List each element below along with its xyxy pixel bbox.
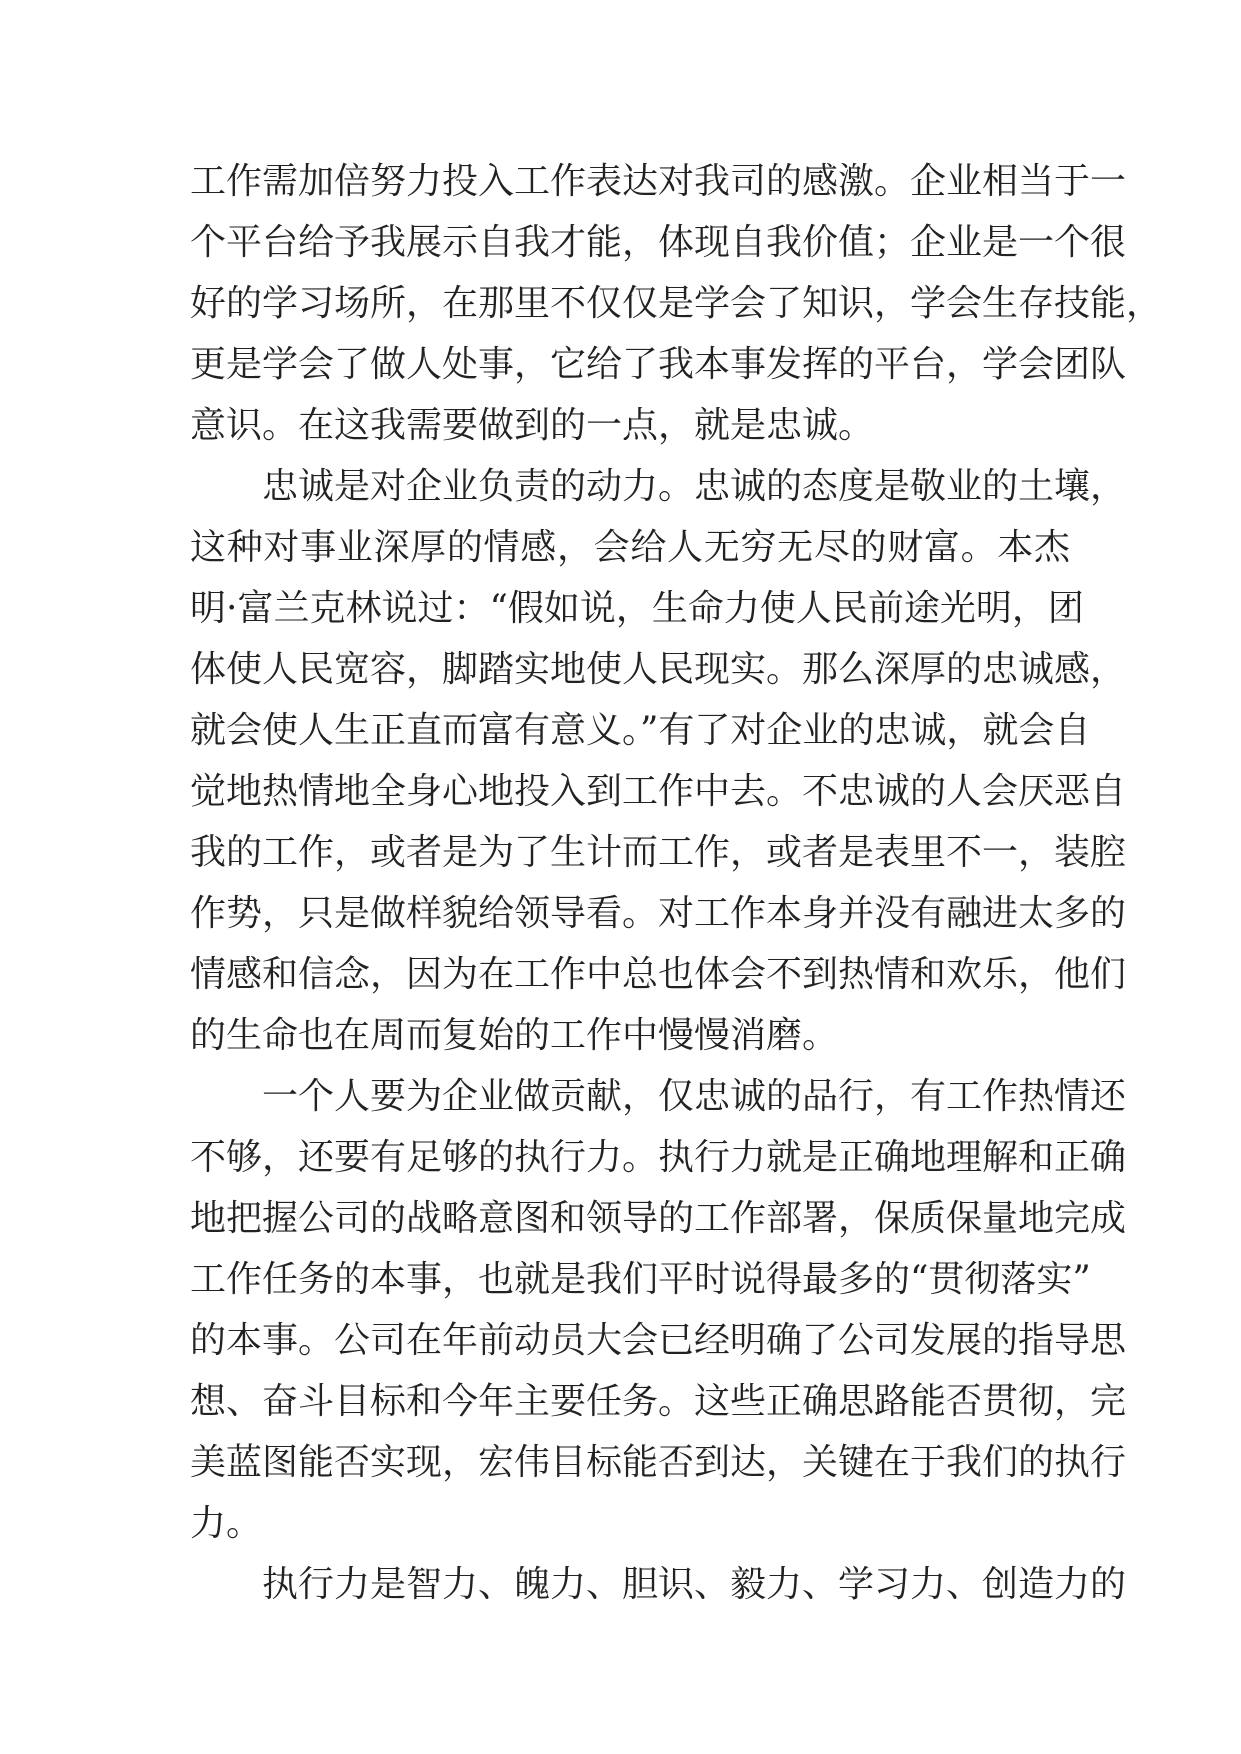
text-line: 忠诚是对企业负责的动力。忠诚的态度是敬业的土壤， [262, 466, 1127, 507]
text-line: 更是学会了做人处事，它给了我本事发挥的平台，学会团队 [190, 344, 1127, 385]
text-line: 不够，还要有足够的执行力。执行力就是正确地理解和正确 [190, 1137, 1127, 1178]
text-line: 的生命也在周而复始的工作中慢慢消磨。 [190, 1015, 839, 1056]
text-line: 力。 [190, 1503, 263, 1544]
text-line: 执行力是智力、魄力、胆识、毅力、学习力、创造力的 [262, 1564, 1127, 1605]
paragraph [190, 1554, 1127, 1615]
text-line: 一个人要为企业做贡献，仅忠诚的品行，有工作热情还 [262, 1076, 1127, 1117]
text-line: 我的工作，或者是为了生计而工作，或者是表里不一，装腔 [190, 832, 1127, 873]
text-line: 明·富兰克林说过：“假如说，生命力使人民前途光明，团 [190, 588, 1084, 629]
document-body [190, 151, 1163, 1615]
text-line: 这种对事业深厚的情感，会给人无穷无尽的财富。本杰 [190, 527, 1070, 568]
text-line: 情感和信念，因为在工作中总也体会不到热情和欢乐，他们 [190, 954, 1127, 995]
text-line: 体使人民宽容，脚踏实地使人民现实。那么深厚的忠诚感， [190, 649, 1127, 690]
text-line: 想、奋斗目标和今年主要任务。这些正确思路能否贯彻，完 [190, 1381, 1127, 1422]
text-line: 美蓝图能否实现，宏伟目标能否到达，关键在于我们的执行 [190, 1442, 1127, 1483]
text-line: 意识。在这我需要做到的一点，就是忠诚。 [190, 405, 875, 446]
text-line: 的本事。公司在年前动员大会已经明确了公司发展的指导思 [190, 1320, 1127, 1361]
text-line: 觉地热情地全身心地投入到工作中去。不忠诚的人会厌恶自 [190, 771, 1127, 812]
text-line: 就会使人生正直而富有意义。”有了对企业的忠诚，就会自 [190, 710, 1091, 751]
text-line: 地把握公司的战略意图和领导的工作部署，保质保量地完成 [190, 1198, 1127, 1239]
text-line: 工作需加倍努力投入工作表达对我司的感激。企业相当于一 [190, 161, 1127, 202]
text-line: 作势，只是做样貌给领导看。对工作本身并没有融进太多的 [190, 893, 1127, 934]
text-line: 个平台给予我展示自我才能，体现自我价值；企业是一个很 [190, 222, 1127, 263]
paragraph [190, 456, 1127, 1066]
text-line: 工作任务的本事，也就是我们平时说得最多的“贯彻落实” [190, 1259, 1091, 1300]
paragraph [190, 151, 1163, 456]
paragraph [190, 1066, 1127, 1554]
text-line: 好的学习场所，在那里不仅仅是学会了知识，学会生存技能， [190, 283, 1163, 324]
